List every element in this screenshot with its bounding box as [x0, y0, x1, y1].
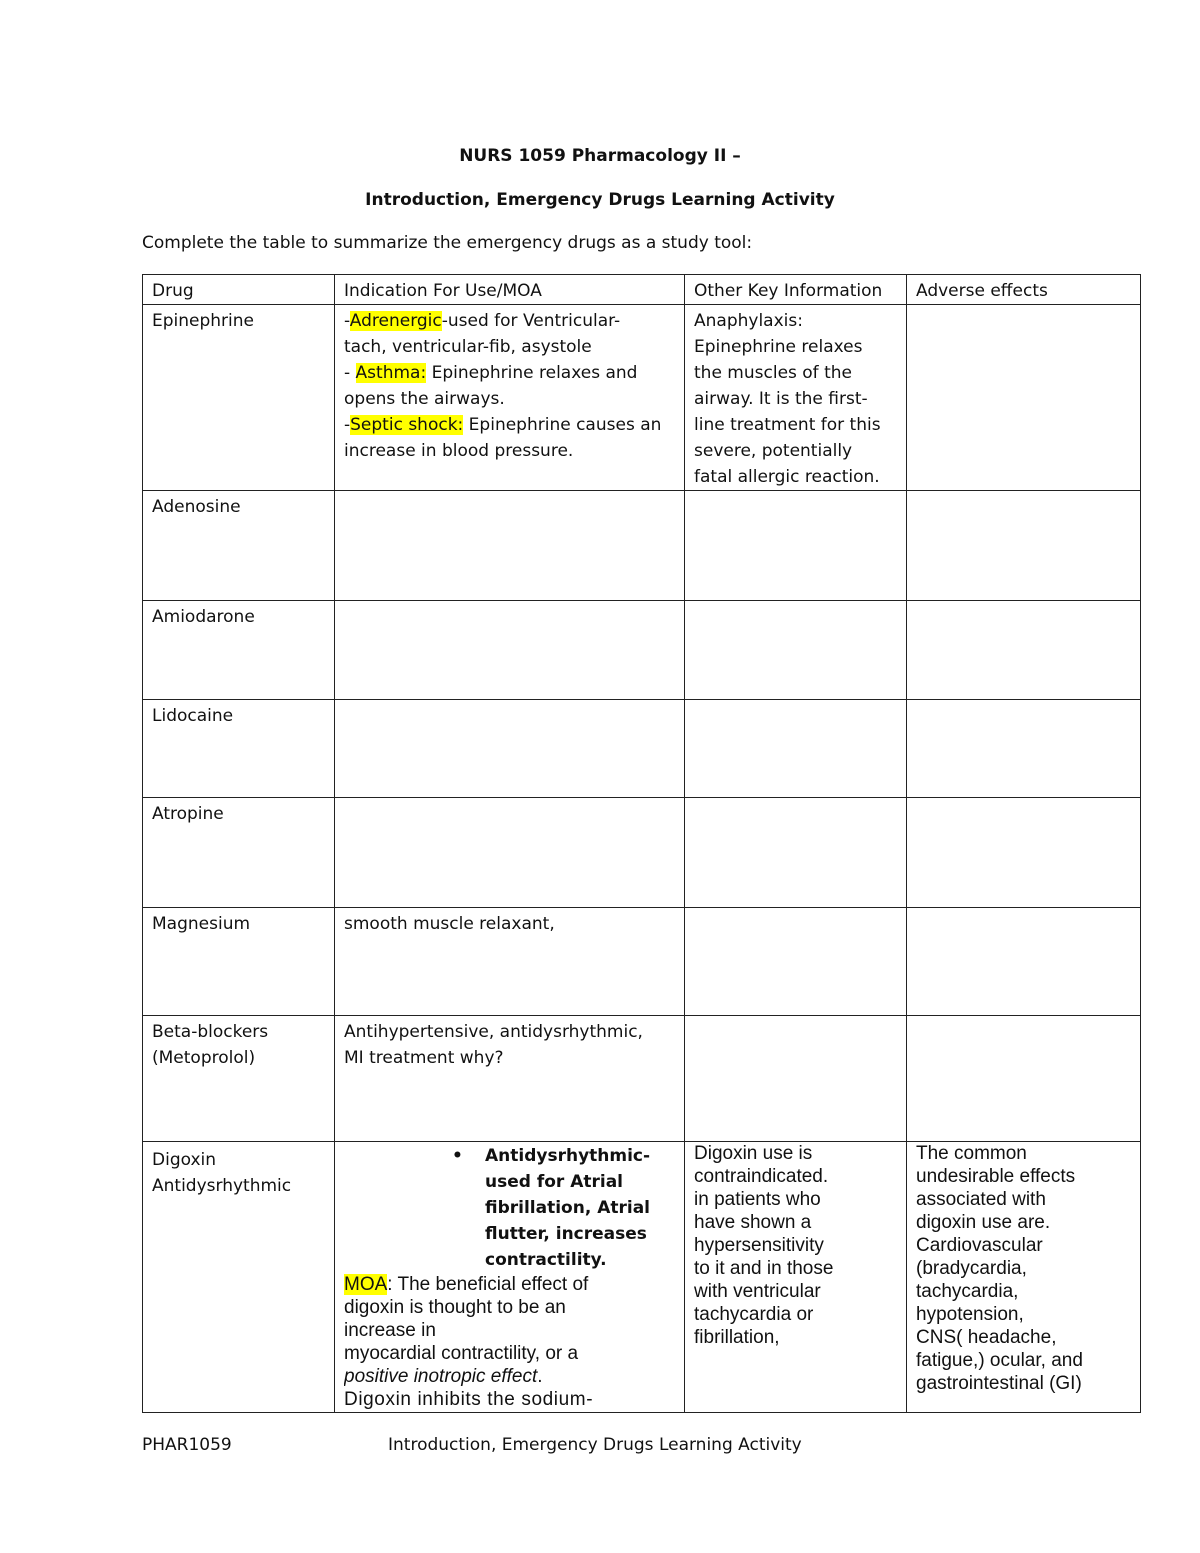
cell-indication[interactable]: smooth muscle relaxant, — [335, 908, 685, 1016]
cell-info[interactable] — [685, 601, 907, 700]
cell-indication[interactable]: Antihypertensive, antidysrhythmic, MI treatment why? — [335, 1016, 685, 1142]
cell-adverse[interactable]: The common undesirable effects associated with digoxin use are. Cardiovascular (bradycardia, tachycardia, hypotension, CNS( headache, fatigue,) ocular, and gastrointestinal (GI) — [907, 1142, 1141, 1413]
cell-info[interactable] — [685, 491, 907, 601]
cell-adverse[interactable] — [907, 1016, 1141, 1142]
table-row-atropine — [143, 798, 1141, 908]
cell-indication[interactable]: • Antidysrhythmic- used for Atrial fibrillation, Atrial flutter, increases contractility. MOA: The beneficial effect of digoxin is thought to be an increase in myocardial contractility, or a positive inotropic effect. Digoxin inhibits the sodium- — [335, 1142, 685, 1413]
header-indication: Indication For Use/MOA — [335, 275, 685, 305]
footer-title: Introduction, Emergency Drugs Learning Activity — [388, 1435, 802, 1455]
table-row-lidocaine — [143, 700, 1141, 798]
table-row-digoxin — [143, 1142, 1141, 1413]
drug-table — [142, 274, 1141, 1413]
cell-info[interactable] — [685, 908, 907, 1016]
table-row-beta-blockers — [143, 1016, 1141, 1142]
bullet-icon: • — [452, 1146, 463, 1166]
instruction-text: Complete the table to summarize the emergency drugs as a study tool: — [142, 233, 753, 253]
cell-drug: Digoxin Antidysrhythmic — [143, 1142, 335, 1413]
cell-indication[interactable] — [335, 601, 685, 700]
footer-course-code: PHAR1059 — [142, 1435, 232, 1455]
cell-info[interactable]: Anaphylaxis: Epinephrine relaxes the muscles of the airway. It is the first- line treatment for this severe, potentially fatal allergic reaction. — [685, 305, 907, 491]
cell-info[interactable]: Digoxin use is contraindicated. in patients who have shown a hypersensitivity to it and in those with ventricular tachycardia or fibrillation, — [685, 1142, 907, 1413]
cell-info[interactable] — [685, 700, 907, 798]
cell-indication[interactable] — [335, 798, 685, 908]
cell-indication[interactable] — [335, 700, 685, 798]
document-title: NURS 1059 Pharmacology II – — [459, 146, 741, 166]
cell-info[interactable] — [685, 1016, 907, 1142]
header-adverse: Adverse effects — [907, 275, 1141, 305]
highlight-asthma: Asthma: — [355, 363, 427, 383]
cell-drug: Atropine — [143, 798, 335, 908]
header-row — [143, 275, 1141, 305]
cell-info[interactable] — [685, 798, 907, 908]
header-info: Other Key Information — [685, 275, 907, 305]
header-drug: Drug — [143, 275, 335, 305]
cell-indication[interactable]: -Adrenergic-used for Ventricular- tach, ventricular-fib, asystole - Asthma: Epinephrine relaxes and opens the airways. -Septic shock: Epinephrine causes an increase in blood pressure. — [335, 305, 685, 491]
cell-drug: Beta-blockers (Metoprolol) — [143, 1016, 335, 1142]
table-row-magnesium — [143, 908, 1141, 1016]
cell-drug: Adenosine — [143, 491, 335, 601]
cell-drug: Amiodarone — [143, 601, 335, 700]
cell-adverse[interactable] — [907, 491, 1141, 601]
cell-drug: Magnesium — [143, 908, 335, 1016]
cell-drug: Lidocaine — [143, 700, 335, 798]
cell-indication[interactable] — [335, 491, 685, 601]
cell-drug — [143, 305, 335, 491]
highlight-adrenergic: Adrenergic — [349, 311, 442, 331]
highlight-septic-shock: Septic shock: — [350, 415, 464, 435]
cell-adverse[interactable] — [907, 798, 1141, 908]
cell-adverse[interactable] — [907, 601, 1141, 700]
table-row-amiodarone — [143, 601, 1141, 700]
drug-name: Epinephrine — [152, 311, 254, 331]
document-subtitle: Introduction, Emergency Drugs Learning Activity — [365, 190, 835, 210]
cell-adverse[interactable] — [907, 908, 1141, 1016]
highlight-moa: MOA — [344, 1274, 388, 1295]
table-row-adenosine — [143, 491, 1141, 601]
cell-adverse[interactable] — [907, 305, 1141, 491]
cell-adverse[interactable] — [907, 700, 1141, 798]
list-item: • Antidysrhythmic- used for Atrial fibrillation, Atrial flutter, increases contractility. — [344, 1143, 675, 1273]
indication-bullet-list — [344, 1143, 675, 1273]
table-row-epinephrine — [143, 305, 1141, 491]
